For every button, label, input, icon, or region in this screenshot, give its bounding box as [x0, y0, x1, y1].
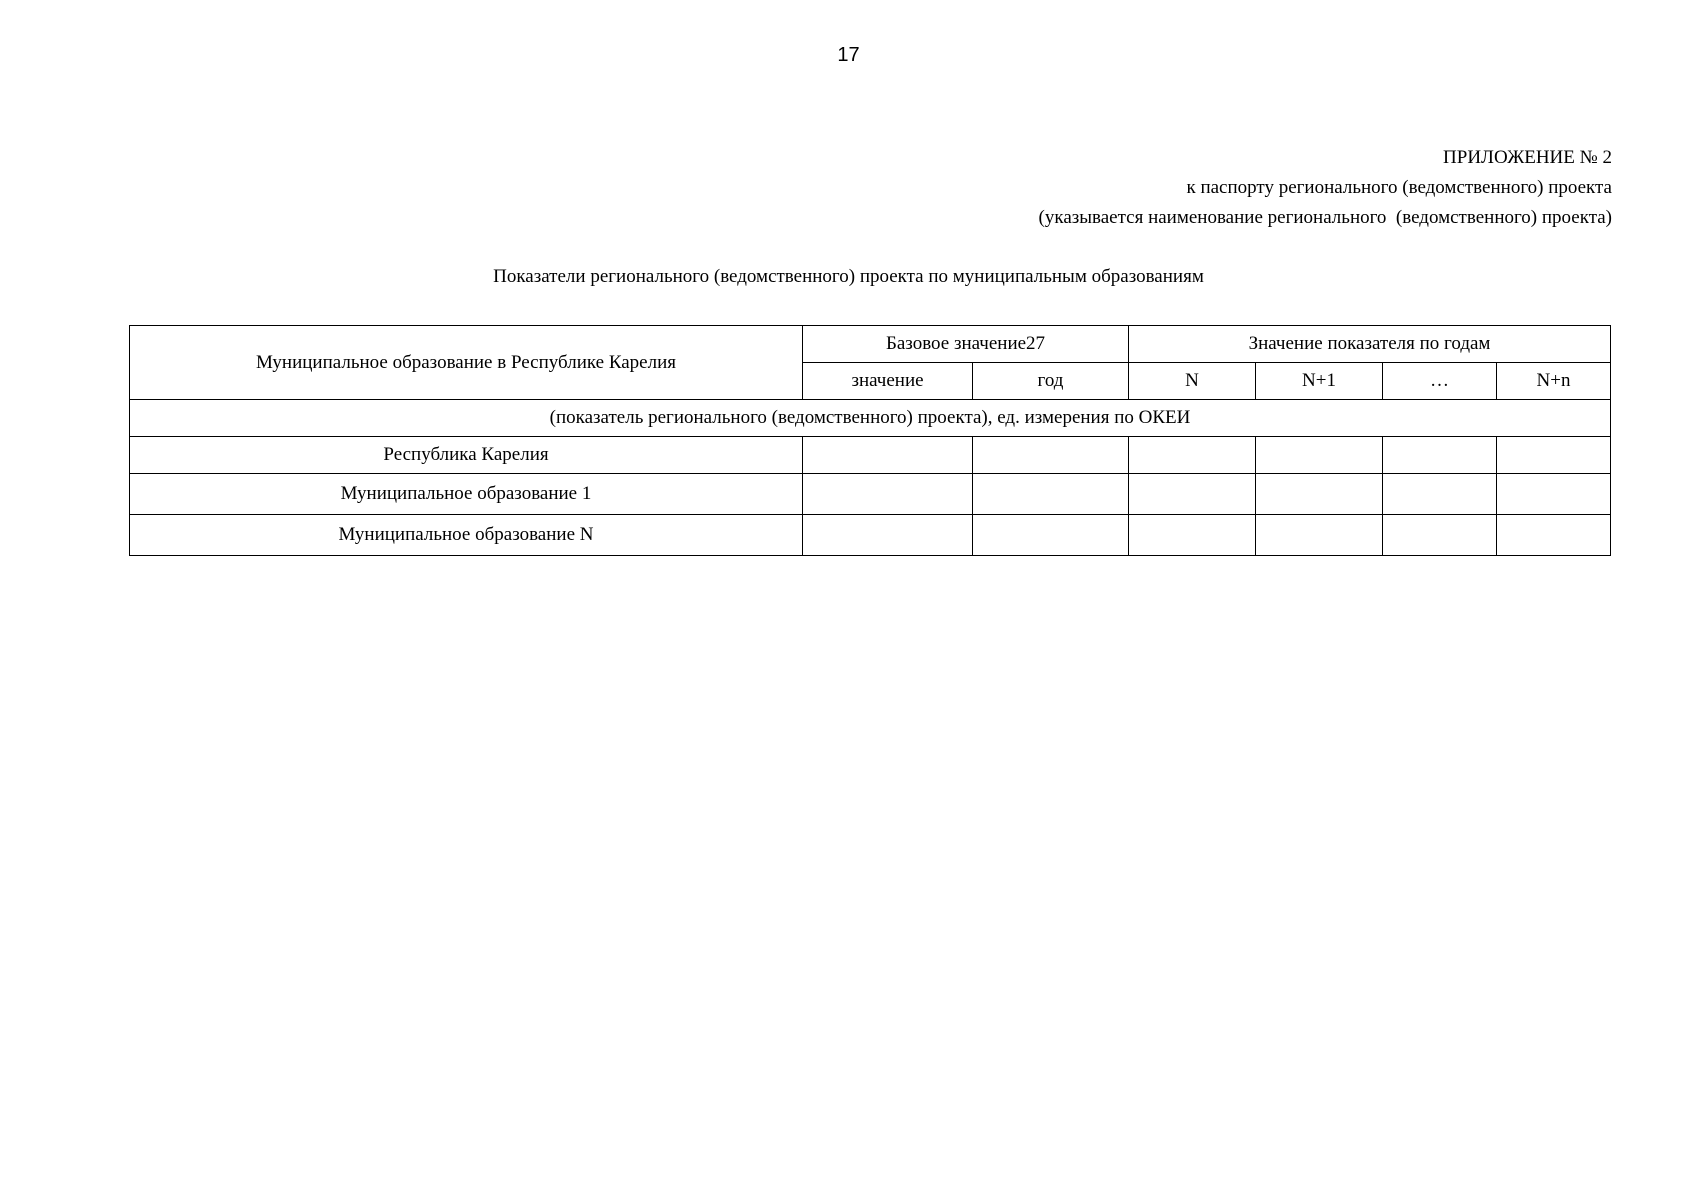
table-cell — [1129, 515, 1256, 556]
table-cell — [803, 474, 973, 515]
table-cell — [1497, 437, 1611, 474]
table-row — [130, 474, 1611, 515]
table-cell — [973, 437, 1129, 474]
year-n-header: N — [1129, 363, 1256, 400]
header-row-1 — [130, 326, 1611, 363]
table-cell — [1383, 515, 1497, 556]
value-header: значение — [803, 363, 973, 400]
table-cell — [803, 437, 973, 474]
table-cell — [803, 515, 973, 556]
municipality-cell: Республика Карелия — [130, 437, 803, 474]
indicators-table — [129, 325, 1611, 556]
year-n-plus-1-header: N+1 — [1256, 363, 1383, 400]
appendix-passport-ref: к паспорту регионального (ведомственного) проекта — [1186, 177, 1612, 198]
table-cell — [1129, 437, 1256, 474]
municipality-header: Муниципальное образование в Республике Карелия — [130, 326, 803, 400]
table-cell — [1383, 437, 1497, 474]
document-title: Показатели регионального (ведомственного) проекта по муниципальным образованиям — [493, 266, 1204, 287]
year-header: год — [973, 363, 1129, 400]
appendix-number: ПРИЛОЖЕНИЕ № 2 — [1443, 147, 1612, 168]
table-cell — [973, 515, 1129, 556]
indicator-cell: (показатель регионального (ведомственного) проекта), ед. измерения по ОКЕИ — [130, 400, 1611, 437]
table-row — [130, 437, 1611, 474]
municipality-cell: Муниципальное образование N — [130, 515, 803, 556]
table-cell — [1256, 437, 1383, 474]
page-number: 17 — [837, 44, 860, 66]
year-n-plus-n-header: N+n — [1497, 363, 1611, 400]
table-row — [130, 515, 1611, 556]
table-cell — [973, 474, 1129, 515]
table-cell — [1129, 474, 1256, 515]
table-cell — [1497, 474, 1611, 515]
table-cell — [1497, 515, 1611, 556]
appendix-project-name: (указывается наименование регионального (ведомственного) проекта) — [1038, 207, 1612, 228]
table-cell — [1383, 474, 1497, 515]
municipality-cell: Муниципальное образование 1 — [130, 474, 803, 515]
base-value-header: Базовое значение27 — [803, 326, 1129, 363]
indicator-row — [130, 400, 1611, 437]
yearly-values-header: Значение показателя по годам — [1129, 326, 1611, 363]
table-cell — [1256, 515, 1383, 556]
appendix-header — [1039, 143, 1612, 233]
year-ellipsis-header: … — [1383, 363, 1497, 400]
table-cell — [1256, 474, 1383, 515]
